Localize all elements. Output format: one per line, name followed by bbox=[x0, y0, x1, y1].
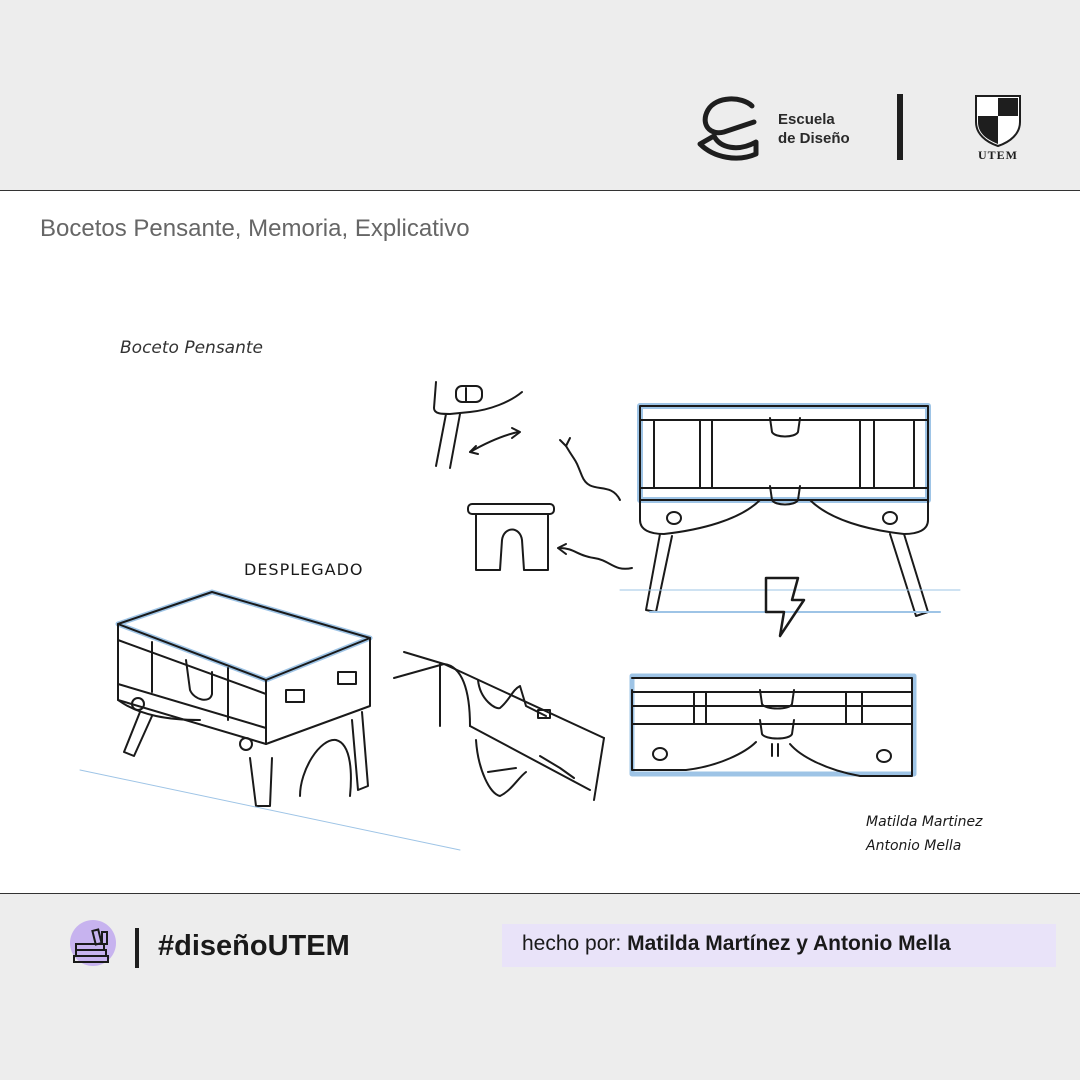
sketch-label-unfolded: DESPLEGADO bbox=[244, 560, 364, 579]
content-panel bbox=[0, 191, 1080, 894]
school-name bbox=[778, 110, 850, 148]
sketch-illustration bbox=[0, 191, 1080, 893]
page-title: Bocetos Pensante, Memoria, Explicativo bbox=[40, 215, 470, 242]
sketch-signature-line1: Matilda Martinez bbox=[866, 814, 983, 830]
escuela-e-logo-icon bbox=[694, 92, 764, 162]
school-name-line1: Escuela bbox=[778, 111, 835, 128]
header-divider bbox=[897, 94, 903, 160]
footer-divider bbox=[135, 928, 139, 968]
utem-label: UTEM bbox=[978, 148, 1018, 162]
credit-box bbox=[502, 924, 1056, 967]
sketch-down-arrow bbox=[766, 578, 804, 636]
sketch-wavy-arrow-upper bbox=[566, 446, 620, 500]
footer bbox=[0, 894, 1080, 1080]
sketch-heading: Boceto Pensante bbox=[120, 338, 263, 358]
hashtag: #diseñoUTEM bbox=[158, 930, 350, 962]
books-icon bbox=[70, 920, 116, 966]
sketch-unfolded-3d-view bbox=[80, 592, 460, 850]
sketch-wavy-arrow-lower bbox=[560, 548, 632, 569]
credit-prefix: hecho por: bbox=[522, 932, 622, 955]
sketch-front-view-folded bbox=[632, 676, 914, 776]
sketch-signature-line2: Antonio Mella bbox=[866, 838, 962, 854]
header bbox=[0, 0, 1080, 191]
sketch-front-view-standing bbox=[620, 406, 960, 616]
sketch-hinge-detail bbox=[434, 382, 522, 468]
credit-names: Matilda Martínez y Antonio Mella bbox=[627, 932, 951, 955]
school-name-line2: de Diseño bbox=[778, 130, 850, 147]
sketch-stool-silhouette bbox=[468, 504, 554, 570]
sketch-strap-detail bbox=[394, 652, 604, 800]
